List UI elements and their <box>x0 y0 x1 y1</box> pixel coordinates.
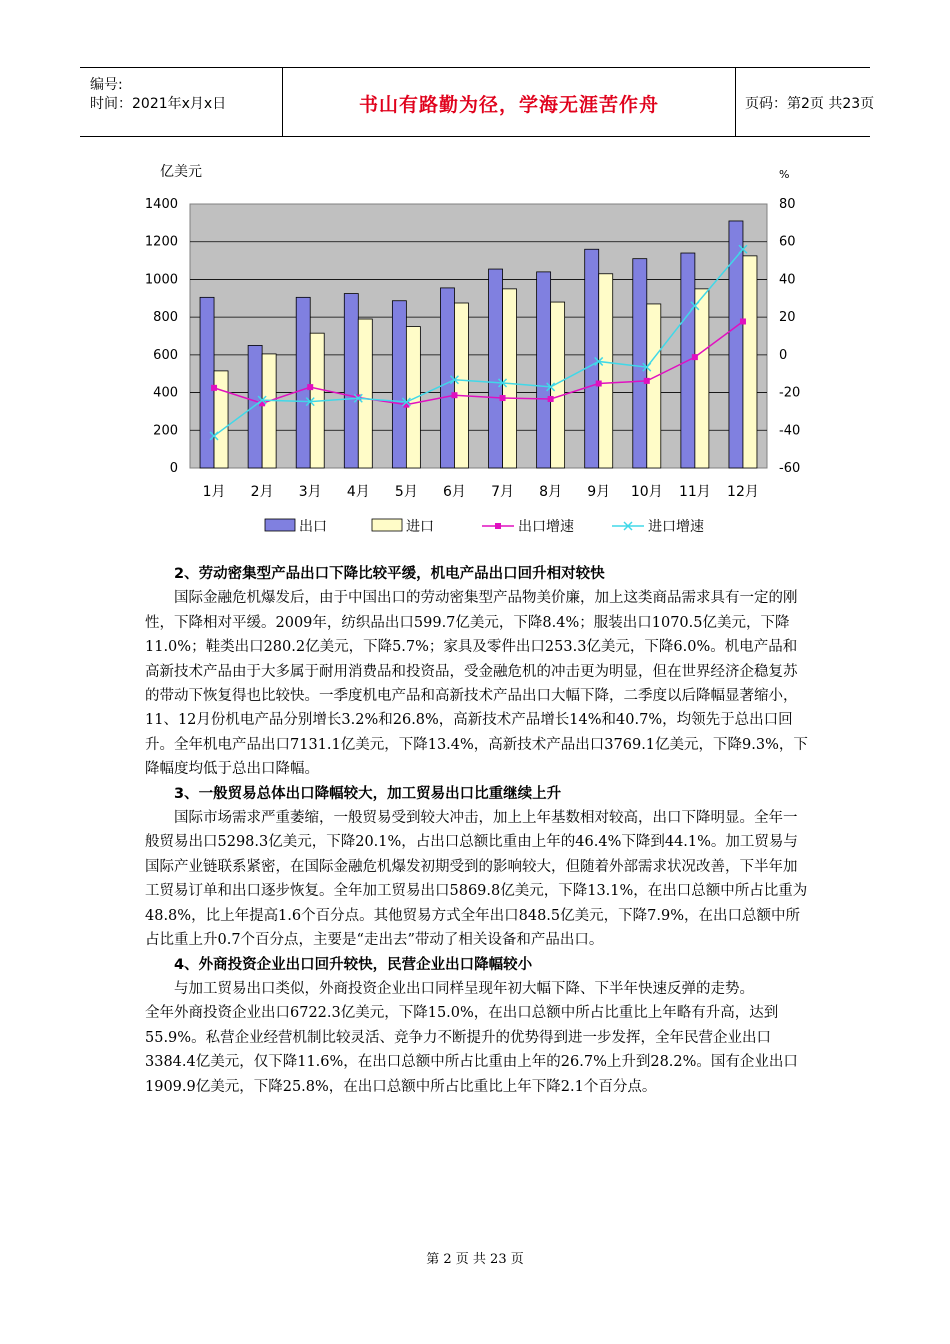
page-header <box>80 67 875 137</box>
left-tick-label: 1200 <box>144 234 178 250</box>
right-tick-label: 0 <box>779 347 788 363</box>
x-tick-label: 1月 <box>202 484 226 500</box>
point-出口增速 <box>307 384 313 390</box>
right-tick-label: -20 <box>779 385 801 401</box>
bar-出口 <box>344 294 358 468</box>
bar-出口 <box>489 269 503 468</box>
x-tick-label: 11月 <box>678 484 711 500</box>
point-出口增速 <box>500 395 506 401</box>
x-tick-label: 6月 <box>442 484 466 500</box>
legend-swatch <box>265 519 295 531</box>
left-tick-label: 400 <box>153 385 178 401</box>
point-出口增速 <box>692 354 698 360</box>
legend-swatch <box>372 519 402 531</box>
point-出口增速 <box>644 378 650 384</box>
right-tick-label: 60 <box>779 234 796 250</box>
x-tick-label: 12月 <box>727 484 759 500</box>
legend-marker <box>495 523 501 529</box>
header-right-cell <box>735 68 875 136</box>
header-page-info: 页码：第2页 共23页 <box>745 96 875 112</box>
left-tick-label: 0 <box>169 461 178 476</box>
document-date-label: 时间：2021年x月x日 <box>90 96 227 112</box>
right-axis-title: % <box>779 168 790 181</box>
bar-进口 <box>503 289 517 468</box>
section-paragraph-4b: 全年外商投资企业出口6722.3亿美元，下降15.0%，在出口总额中所占比重比上年略有升高，达到55.9%。私营企业经营机制比较灵活、竞争力不断提升的优势得到进一步发挥，全年民营企业出口3384.4亿美元，仅下降11.6%，在出口总额中所占比重由上年的26.7%上升到28.2%。国有企业出口1909.9亿美元，下降25.8%，在出口总额中所占比重比上年下降2.1个百分点。 <box>145 1005 798 1095</box>
section-heading-4: 4、外商投资企业出口回升较快，民营企业出口降幅较小 <box>174 956 533 973</box>
legend-label: 出口增速 <box>518 519 574 535</box>
bar-进口 <box>358 319 372 468</box>
bar-进口 <box>743 256 757 468</box>
header-left-cell <box>80 68 282 136</box>
right-tick-label: 40 <box>779 272 796 288</box>
bar-出口 <box>200 297 214 468</box>
legend-label: 进口 <box>406 519 434 535</box>
x-tick-label: 8月 <box>539 484 563 500</box>
x-tick-label: 10月 <box>630 484 663 500</box>
point-出口增速 <box>211 385 217 391</box>
bar-出口 <box>537 272 551 468</box>
point-出口增速 <box>451 392 457 398</box>
legend-label: 出口 <box>299 519 327 535</box>
section-heading-2: 2、劳动密集型产品出口下降比较平缓，机电产品出口回升相对较快 <box>174 566 605 582</box>
point-出口增速 <box>596 381 602 387</box>
legend-label: 进口增速 <box>648 519 704 535</box>
document-number-label: 编号: <box>90 77 123 93</box>
body-text <box>145 562 810 1099</box>
point-出口增速 <box>740 318 746 324</box>
bar-出口 <box>248 345 262 468</box>
right-tick-label: 80 <box>779 197 796 212</box>
left-axis-title: 亿美元 <box>160 164 202 180</box>
bar-进口 <box>262 354 276 468</box>
section-paragraph-3: 国际市场需求严重萎缩，一般贸易受到较大冲击，加上上年基数相对较高，出口下降明显。全年一般贸易出口5298.3亿美元，下降20.1%，占出口总额比重由上年的46.4%下降到44.1%。加工贸易与国际产业链联系紧密，在国际金融危机爆发初期受到的影响较大，但随着外部需求状况改善，下半年加工贸易订单和出口逐步恢复。全年加工贸易出口5869.8亿美元，下降13.1%，在出口总额中所占比重为48.8%，比上年提高1.6个百分点。其他贸易方式全年出口848.5亿美元，下降7.9%，在出口总额中所占比重上升0.7个百分点，主要是“走出去”带动了相关设备和产品出口。 <box>145 810 808 949</box>
x-tick-label: 7月 <box>491 484 515 500</box>
bar-进口 <box>695 289 709 468</box>
header-motto: 书山有路勤为径，学海无涯苦作舟 <box>358 94 659 116</box>
x-tick-label: 2月 <box>250 484 274 500</box>
bar-出口 <box>392 301 406 468</box>
x-tick-label: 5月 <box>394 484 418 500</box>
trade-chart <box>144 158 801 558</box>
right-tick-label: -40 <box>779 423 801 439</box>
plot-area <box>190 204 767 468</box>
x-tick-label: 3月 <box>298 484 322 500</box>
section-heading-3: 3、一般贸易总体出口降幅较大，加工贸易出口比重继续上升 <box>174 785 562 802</box>
x-tick-label: 4月 <box>346 484 370 500</box>
left-tick-label: 800 <box>153 310 178 326</box>
page-footer: 第 2 页 共 23 页 <box>426 1252 524 1267</box>
right-tick-label: 20 <box>779 310 796 326</box>
right-tick-label: -60 <box>779 461 801 476</box>
section-paragraph-4a: 与加工贸易出口类似，外商投资企业出口同样呈现年初大幅下降、下半年快速反弹的走势。 <box>174 980 754 997</box>
bar-出口 <box>296 297 310 468</box>
left-tick-label: 600 <box>153 347 178 363</box>
bar-出口 <box>633 259 647 468</box>
left-tick-label: 200 <box>153 423 178 439</box>
point-出口增速 <box>548 396 554 402</box>
bar-进口 <box>454 303 468 468</box>
left-tick-label: 1000 <box>144 272 178 288</box>
x-tick-label: 9月 <box>587 484 611 500</box>
section-paragraph-2: 国际金融危机爆发后，由于中国出口的劳动密集型产品物美价廉，加上这类商品需求具有一定的刚性，下降相对平缓。2009年，纺织品出口599.7亿美元，下降8.4%；服装出口1070.5亿美元，下降11.0%；鞋类出口280.2亿美元，下降5.7%；家具及零件出口253.3亿美元，下降6.0%。机电产品和高新技术产品由于大多属于耐用消费品和投资品，受金融危机的冲击更为明显，但在世界经济企稳复苏的带动下恢复得也比较快。一季度机电产品和高新技术产品出口大幅下降，二季度以后降幅显著缩小，11、12月份机电产品分别增长3.2%和26.8%，高新技术产品增长14%和40.7%，均领先于总出口回升。全年机电产品出口7131.1亿美元，下降13.4%，高新技术产品出口3769.1亿美元，下降9.3%，下降幅度均低于总出口降幅。 <box>145 590 808 778</box>
bar-进口 <box>599 274 613 468</box>
bar-进口 <box>647 304 661 468</box>
header-center-cell <box>282 68 736 136</box>
left-tick-label: 1400 <box>144 197 178 212</box>
